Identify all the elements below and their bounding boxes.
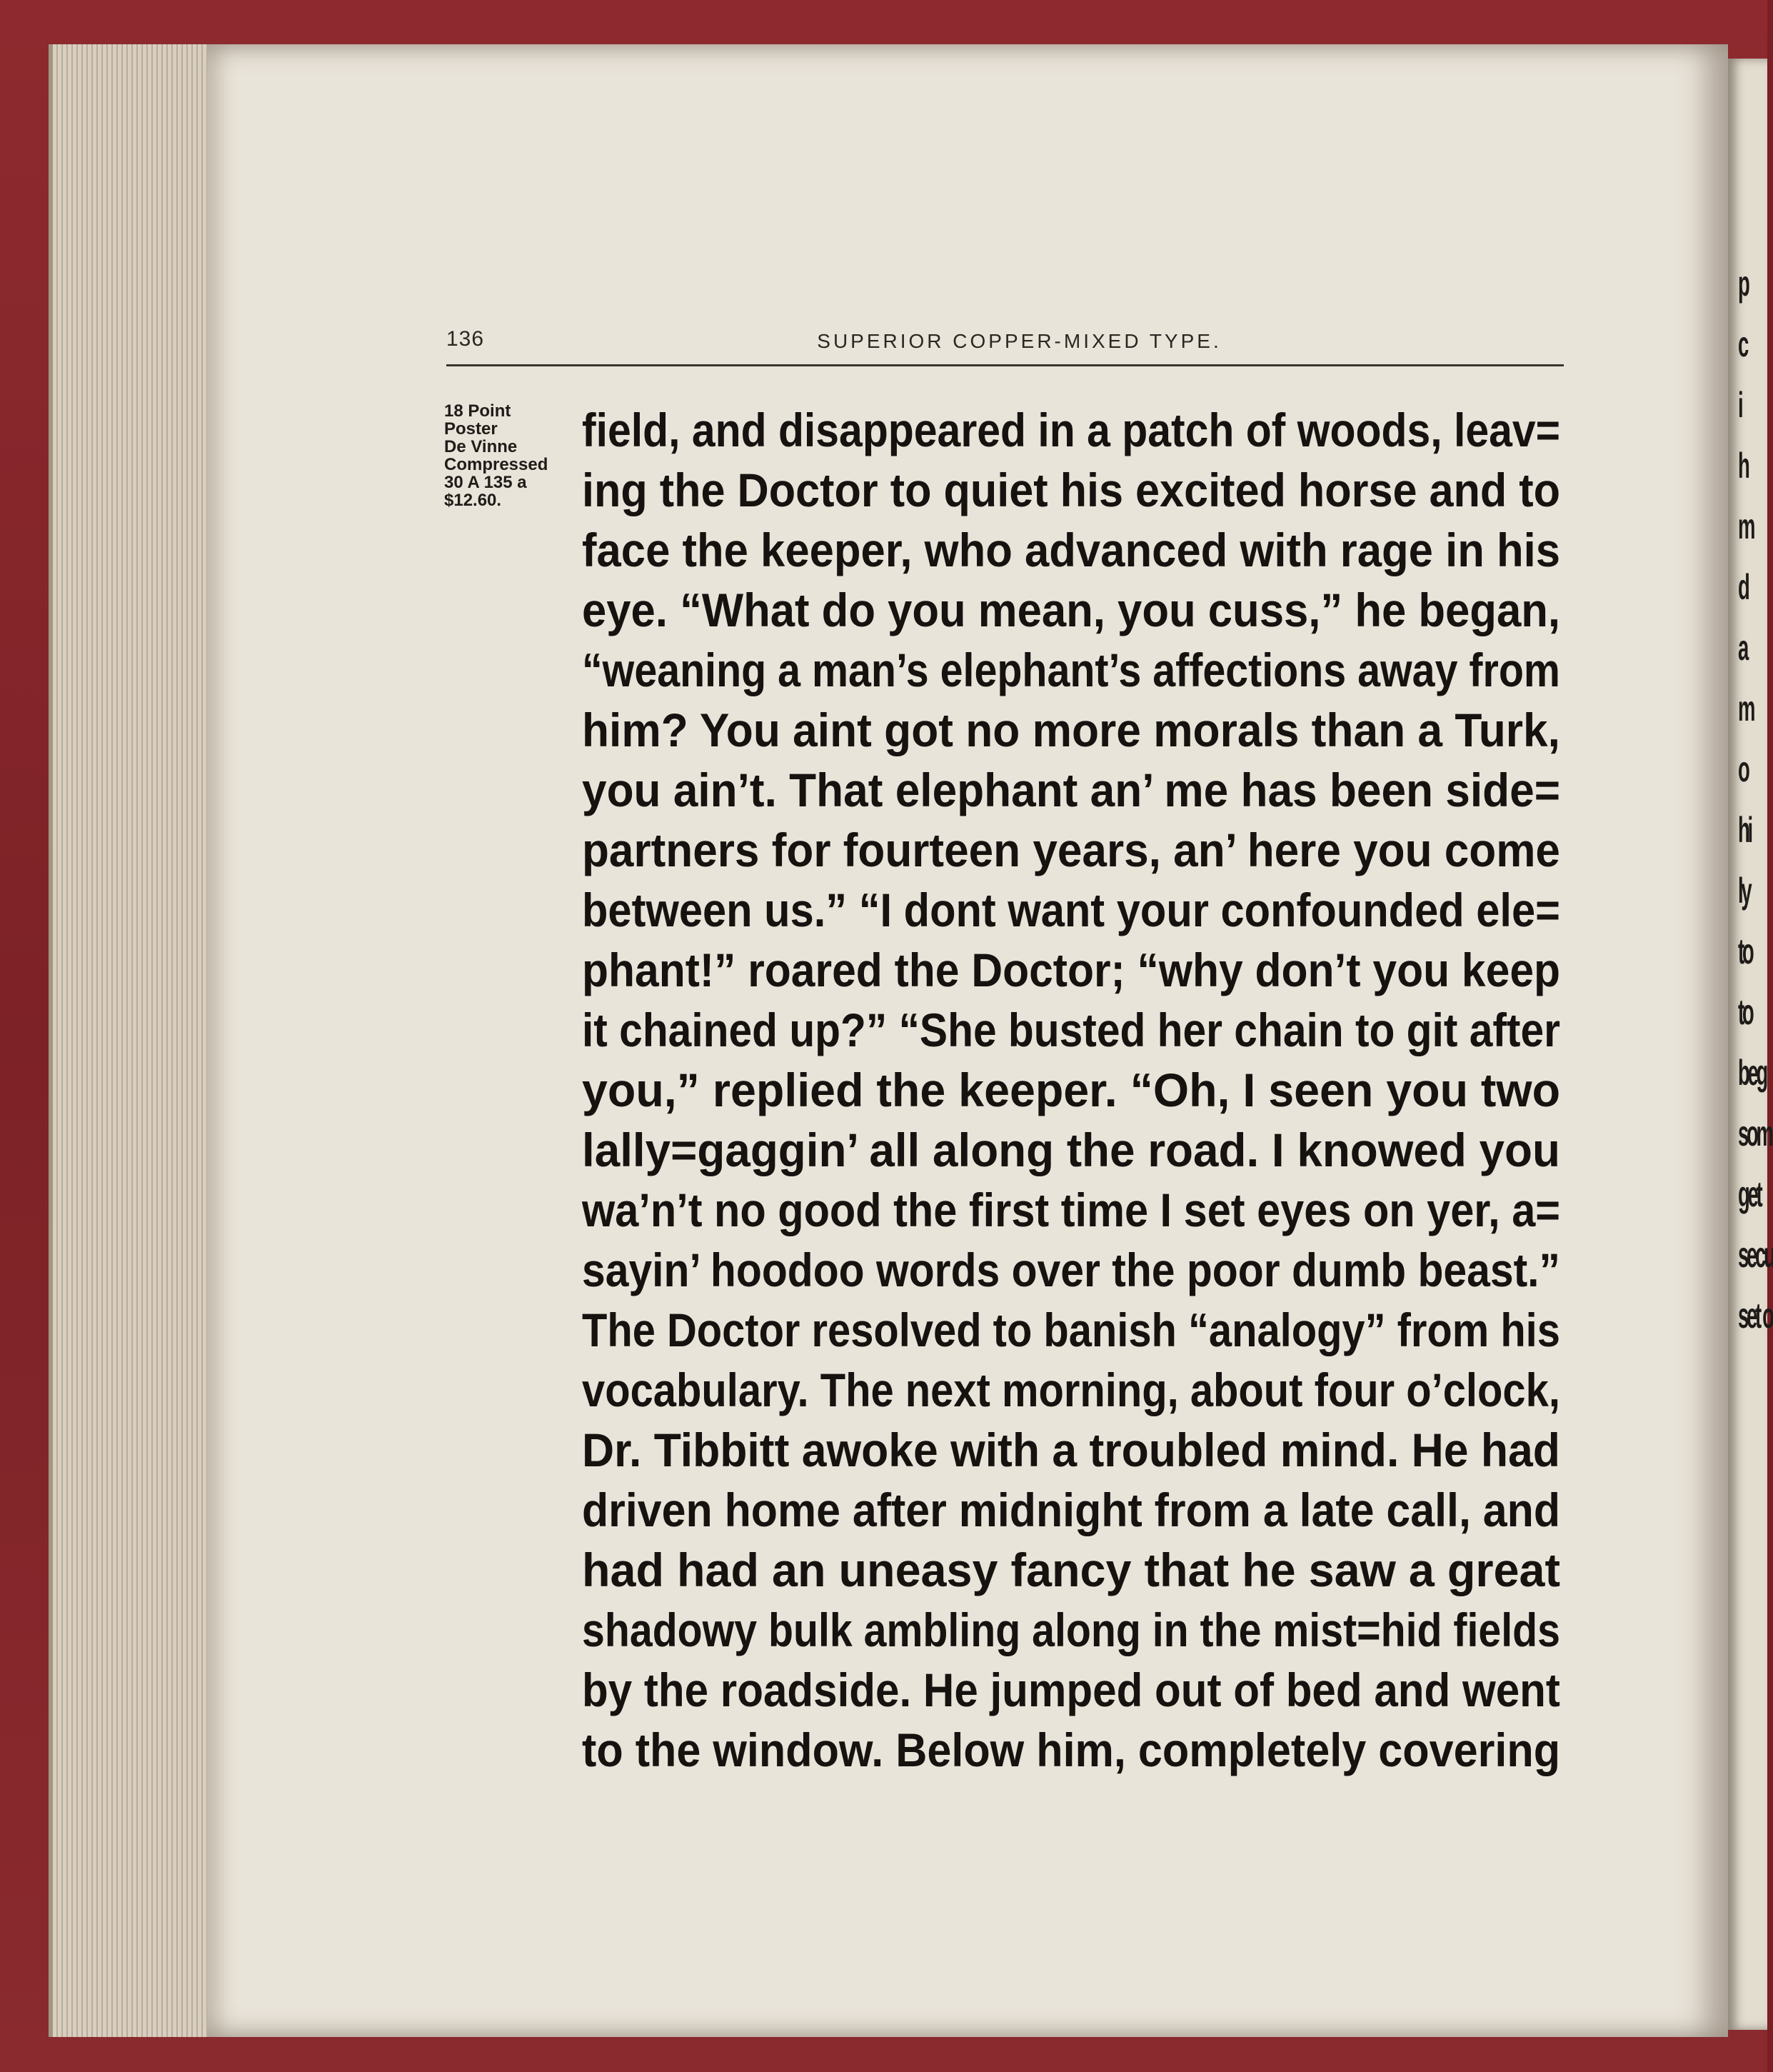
text-line-content: field, and disappeared in a patch of woods, leav= bbox=[582, 404, 1561, 456]
text-line-content: sayin’ hoodoo words over the poor dumb beast.” bbox=[582, 1243, 1560, 1296]
body-text bbox=[582, 400, 1560, 1780]
facing-page-fragment: m bbox=[1738, 689, 1754, 729]
facing-page-fragment: p bbox=[1738, 264, 1748, 304]
facing-page-fragment: to bbox=[1738, 992, 1752, 1032]
text-line-content: Dr. Tibbitt awoke with a troubled mind. He had bbox=[582, 1423, 1560, 1476]
text-line bbox=[582, 1660, 1560, 1720]
text-line bbox=[582, 1060, 1560, 1120]
text-line-content: face the keeper, who advanced with rage in his bbox=[582, 524, 1561, 576]
specimen-size: 18 Point bbox=[444, 401, 511, 421]
text-line bbox=[582, 1120, 1560, 1180]
text-line bbox=[582, 400, 1560, 460]
text-line-content: driven home after midnight from a late call, and bbox=[582, 1483, 1561, 1536]
text-line bbox=[582, 580, 1560, 640]
text-line bbox=[582, 640, 1560, 700]
text-line-content: him? You aint got no more morals than a Turk, bbox=[582, 704, 1560, 756]
text-line-content: vocabulary. The next morning, about four o’clock, bbox=[582, 1363, 1560, 1416]
text-line-content: you ain’t. That elephant an’ me has been side= bbox=[582, 764, 1561, 816]
text-line-content: shadowy bulk ambling along in the mist=hid fields bbox=[582, 1603, 1560, 1656]
text-line bbox=[582, 940, 1560, 1000]
text-line bbox=[582, 1180, 1560, 1240]
text-line-content: to the window. Below him, completely covering bbox=[582, 1723, 1561, 1776]
text-line-content: ing the Doctor to quiet his excited horse and to bbox=[582, 464, 1561, 516]
running-title: SUPERIOR COPPER-MIXED TYPE. bbox=[817, 330, 1222, 352]
facing-page-fragment: ly bbox=[1738, 871, 1750, 911]
text-line bbox=[582, 760, 1560, 820]
text-line-content: “weaning a man’s elephant’s affections away from bbox=[582, 644, 1560, 696]
text-line-content: by the roadside. He jumped out of bed and went bbox=[582, 1663, 1560, 1716]
text-line bbox=[582, 520, 1560, 580]
facing-page-fragment: m bbox=[1738, 506, 1754, 546]
facing-page-fragment: get bbox=[1738, 1174, 1761, 1214]
facing-page-fragment: i bbox=[1738, 385, 1742, 425]
text-line-content: wa’n’t no good the first time I set eyes on yer, a= bbox=[582, 1183, 1561, 1236]
text-line bbox=[582, 1240, 1560, 1300]
text-line-content: lally=gaggin’ all along the road. I knowed you bbox=[582, 1123, 1560, 1176]
text-line bbox=[582, 1540, 1560, 1600]
facing-page-fragment: to bbox=[1738, 931, 1752, 971]
text-line bbox=[582, 1480, 1560, 1540]
text-line bbox=[582, 1600, 1560, 1660]
text-line bbox=[582, 1000, 1560, 1060]
specimen-style: Poster bbox=[444, 419, 498, 439]
specimen-width: Compressed bbox=[444, 455, 548, 474]
facing-page-fragment: beg bbox=[1738, 1053, 1766, 1093]
running-header bbox=[446, 327, 1564, 366]
text-line-content: eye. “What do you mean, you cuss,” he began, bbox=[582, 584, 1561, 636]
type-specimen-note bbox=[444, 402, 569, 509]
text-line-content: phant!” roared the Doctor; “why don’t you keep bbox=[582, 944, 1561, 996]
text-line bbox=[582, 1720, 1560, 1780]
text-line bbox=[582, 1420, 1560, 1480]
facing-page-fragment: hi bbox=[1738, 810, 1751, 850]
facing-page-fragment: secu bbox=[1738, 1235, 1773, 1275]
facing-page-fragment: set o bbox=[1738, 1296, 1772, 1336]
specimen-family: De Vinne bbox=[444, 437, 518, 456]
text-line bbox=[582, 1300, 1560, 1360]
text-line bbox=[582, 820, 1560, 880]
text-line bbox=[582, 700, 1560, 760]
text-line bbox=[582, 880, 1560, 940]
page-number: 136 bbox=[446, 327, 485, 351]
specimen-font-count: 30 A 135 a bbox=[444, 473, 527, 492]
facing-page-fragment: o bbox=[1738, 749, 1748, 789]
facing-page-fragment: som bbox=[1738, 1113, 1772, 1153]
text-line-content: between us.” “I dont want your confounded ele= bbox=[582, 884, 1560, 936]
page-edges bbox=[49, 44, 211, 2037]
text-line bbox=[582, 460, 1560, 520]
facing-page-edge bbox=[1728, 59, 1773, 2030]
text-line-content: it chained up?” “She busted her chain to git after bbox=[582, 1004, 1560, 1056]
text-line-content: you,” replied the keeper. “Oh, I seen you two bbox=[582, 1063, 1561, 1116]
text-line-content: The Doctor resolved to banish “analogy” from his bbox=[582, 1303, 1560, 1356]
facing-page-fragment: d bbox=[1738, 567, 1748, 607]
text-line-content: partners for fourteen years, an’ here you come bbox=[582, 824, 1560, 876]
specimen-price: $12.60. bbox=[444, 491, 502, 510]
text-line bbox=[582, 1360, 1560, 1420]
facing-page-fragment: a bbox=[1738, 628, 1747, 668]
facing-page-fragment: c bbox=[1738, 324, 1747, 364]
facing-page-fragment: h bbox=[1738, 446, 1748, 486]
text-line-content: had had an uneasy fancy that he saw a great bbox=[582, 1543, 1561, 1596]
